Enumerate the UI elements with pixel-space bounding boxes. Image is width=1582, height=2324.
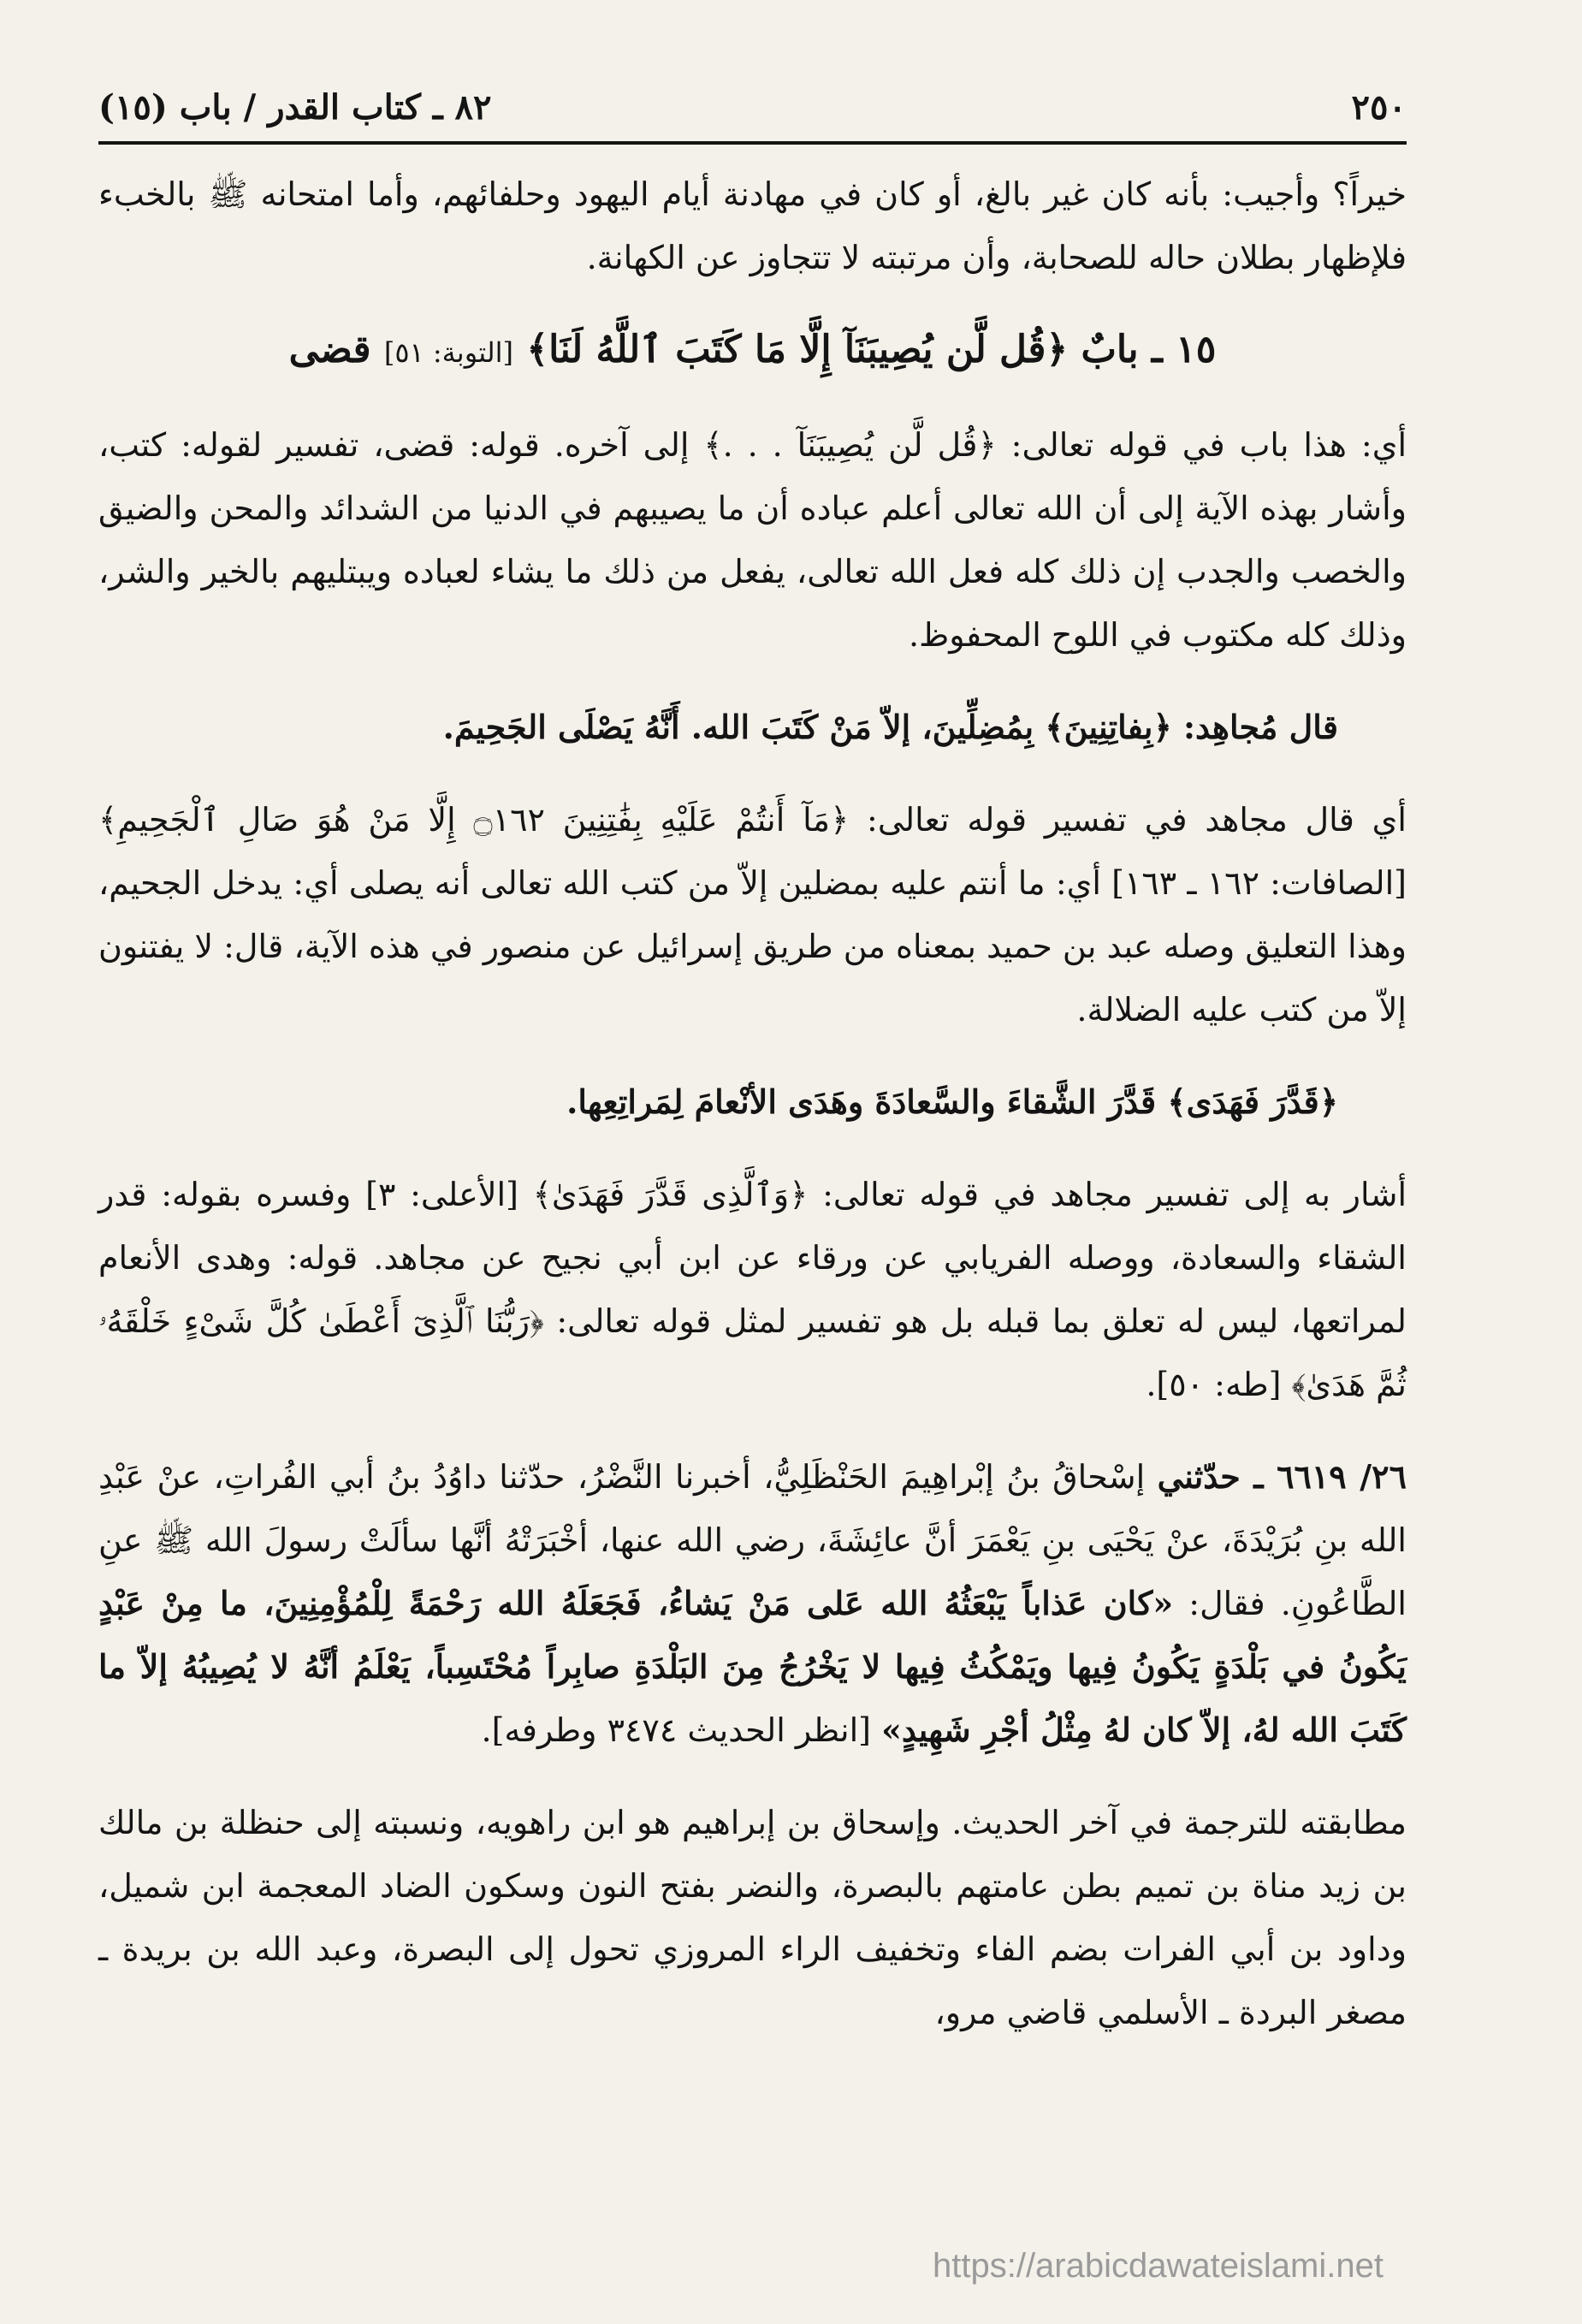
paragraph-commentary-4: مطابقته للترجمة في آخر الحديث. وإسحاق بن إبراهيم هو ابن راهويه، ونسبته إلى حنظلة بن مالك بن زيد مناة بن تميم بطن عامتهم بالبصرة، والنضر بفتح النون وسكون الضاد المعجمة ابن شميل، وداود بن أبي الفرات بضم الفاء وتخفيف الراء المروزي تحول إلى البصرة، وعبد الله بن بريدة ـ مصغر البردة ـ الأسلمي قاضي مرو، [98, 1804, 1407, 2031]
page-number: ٢٥٠ [1351, 86, 1407, 127]
hadith-isnad: إسْحاقُ بنُ إبْراهِيمَ الحَنْظَلِيُّ، أخبرنا النَّضْرُ، حدّثنا داوُدُ بنُ أبي الفُراتِ، عنْ عَبْدِ الله بنِ بُرَيْدَةَ، عنْ يَحْيَى بنِ يَعْمَرَ أنَّ عائِشَةَ، رضي الله عنها، أخْبَرَتْهُ أنَّها سألَتْ رسولَ الله ﷺ عنِ الطَّاعُونِ. فقال: [98, 1458, 1407, 1622]
chapter-keyword: قضى [288, 328, 371, 371]
qaddara-quote: ﴿قَدَّرَ فَهَدَى﴾ قَدَّرَ الشَّقاءَ والسَّعادَةَ وهَدَى الأنْعامَ لِمَراتِعِها. [566, 1082, 1338, 1121]
main-text [98, 163, 1407, 2073]
hadith-matn: «كان عَذاباً يَبْعَثُهُ الله عَلى مَنْ يَشاءُ، فَجَعَلَهُ الله رَحْمَةً لِلْمُؤْمِنِينَ، ما مِنْ عَبْدٍ يَكُونُ في بَلْدَةٍ يَكُونُ فِيها ويَمْكُثُ فِيها لا يَخْرُجُ مِنَ البَلْدَةِ صابِراً مُحْتَسِباً، يَعْلَمُ أنَّهُ لا يُصِيبُهُ إلاّ ما كَتَبَ الله لهُ، إلاّ كان لهُ مِثْلُ أجْرِ شَهِيدٍ» [98, 1584, 1407, 1749]
paragraph-commentary-2: أي قال مجاهد في تفسير قوله تعالى: ﴿مَآ أَنتُمْ عَلَيْهِ بِفَٰتِنِينَ ۝١٦٢ إِلَّا مَنْ هُوَ صَالِ ٱلْجَحِيمِ﴾ [الصافات: ١٦٢ ـ ١٦٣] أي: ما أنتم عليه بمضلين إلاّ من كتب الله تعالى أنه يصلى أي: يدخل الجحيم، وهذا التعليق وصله عبد بن حميد بمعناه من طريق إسرائيل عن منصور في هذه الآية، قال: لا يفتنون إلاّ من كتب عليه الضلالة. [98, 801, 1407, 1029]
chapter-heading [98, 318, 1407, 384]
chapter-reference: [التوبة: ٥١] [383, 336, 514, 369]
hadith-reference: [انظر الحديث ٣٤٧٤ وطرفه]. [481, 1711, 871, 1749]
hadith-number: ٢٦/ ٦٦١٩ ـ حدّثني [1157, 1457, 1407, 1496]
paragraph-commentary-3: أشار به إلى تفسير مجاهد في قوله تعالى: ﴿وَٱلَّذِى قَدَّرَ فَهَدَىٰ﴾ [الأعلى: ٣] وفسره بقوله: قدر الشقاء والسعادة، ووصله الفريابي عن ورقاء عن ابن أبي نجيح عن مجاهد. قوله: وهدى الأنعام لمراتعها، ليس له تعلق بما قبله بل هو تفسير لمثل قوله تعالى: ﴿رَبُّنَا ٱلَّذِىٓ أَعْطَىٰ كُلَّ شَىْءٍ خَلْقَهُۥ ثُمَّ هَدَىٰ﴾ [طه: ٥٠]. [98, 1176, 1407, 1403]
running-title: ٨٢ ـ كتاب القدر / باب (١٥) [98, 86, 492, 127]
mujahid-quote: قال مُجاهِد: ﴿بِفاتِنِينَ﴾ بِمُضِلِّينَ، إلاّ مَنْ كَتَبَ الله. أَنَّهُ يَصْلَى الجَحِيمَ. [442, 708, 1338, 746]
watermark-url: https://arabicdawateislami.net [933, 2247, 1384, 2285]
hadith-block [98, 1445, 1407, 1762]
chapter-title: ١٥ ـ بابٌ ﴿قُل لَّن يُصِيبَنَآ إِلَّا مَا كَتَبَ ٱللَّهُ لَنَا﴾ [526, 328, 1217, 371]
header-divider [98, 141, 1407, 145]
page-header [98, 81, 1407, 133]
paragraph-intro: خيراً؟ وأجيب: بأنه كان غير بالغ، أو كان في مهادنة أيام اليهود وحلفائهم، وأما امتحانه ﷺ بالخبء فلإظهار بطلان حاله للصحابة، وأن مرتبته لا تتجاوز عن الكهانة. [98, 175, 1407, 276]
paragraph-commentary-1: أي: هذا باب في قوله تعالى: ﴿قُل لَّن يُصِيبَنَآ . . .﴾ إلى آخره. قوله: قضى، تفسير لقوله: كتب، وأشار بهذه الآية إلى أن الله تعالى أعلم عباده أن ما يصيبهم في الدنيا من الشدائد والمحن والضيق والخصب والجدب إن ذلك كله فعل الله تعالى، يفعل من ذلك ما يشاء لعباده ويبتليهم بالخير والشر، وذلك كله مكتوب في اللوح المحفوظ. [98, 426, 1407, 654]
